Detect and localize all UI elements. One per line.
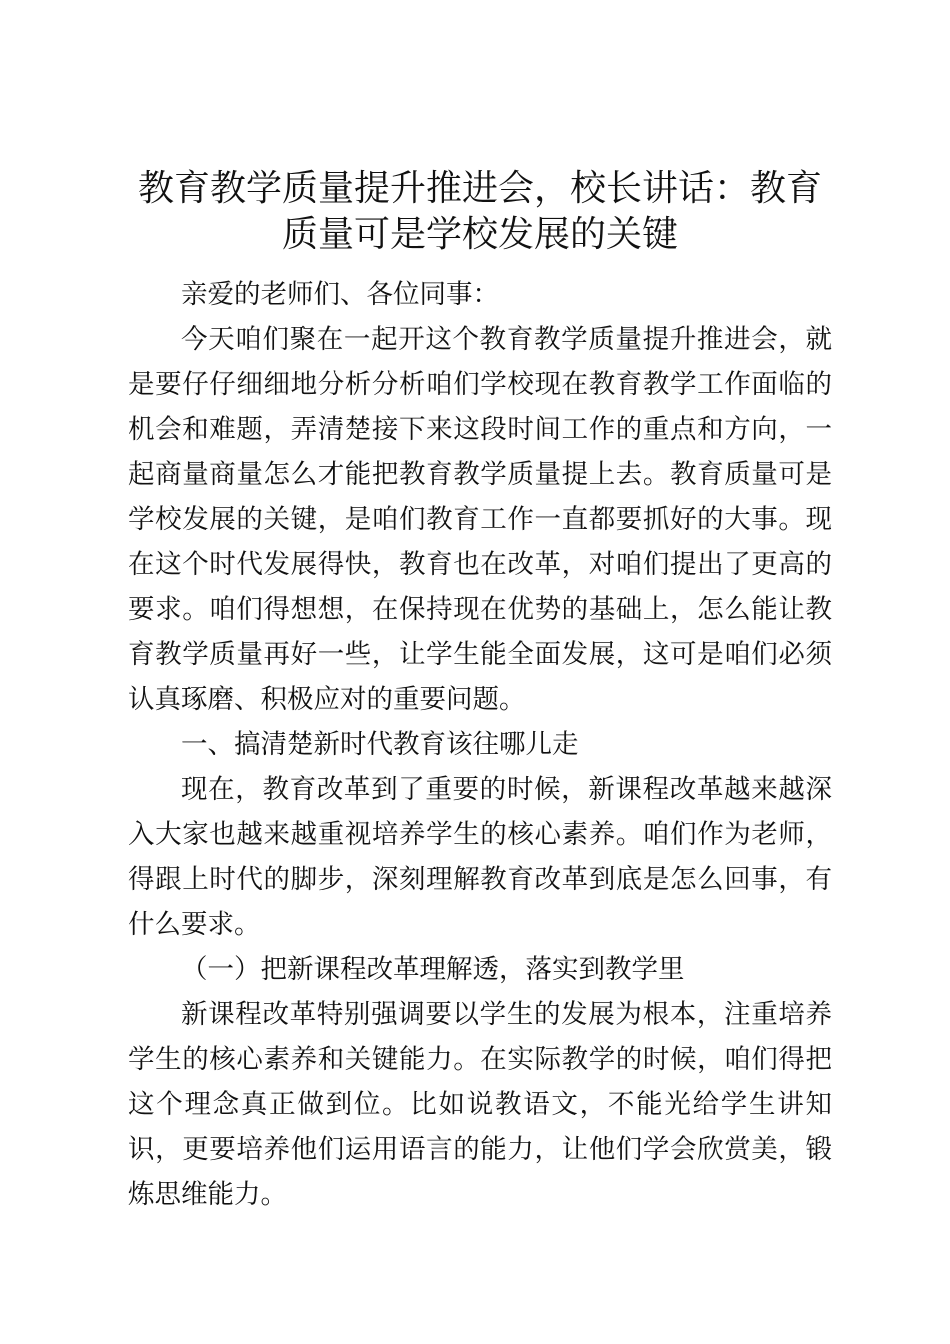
section-heading-1: 一、搞清楚新时代教育该往哪儿走	[181, 729, 579, 760]
paragraph-section-1: 现在，教育改革到了重要的时候，新课程改革越来越深入大家也越来越重视培养学生的核心素养。咱们作为老师，得跟上时代的脚步，深刻理解教育改革到底是怎么回事，有什么要求。	[128, 774, 832, 940]
subsection-heading-1: （一）把新课程改革理解透，落实到教学里	[181, 954, 685, 985]
greeting: 亲爱的老师们、各位同事：	[181, 279, 499, 310]
paragraph-intro: 今天咱们聚在一起开这个教育教学质量提升推进会，就是要仔仔细细地分析分析咱们学校现在教育教学工作面临的机会和难题，弄清楚接下来这段时间工作的重点和方向，一起商量商量怎么才能把教育教学质量提上去。教育质量可是学校发展的关键，是咱们教育工作一直都要抓好的大事。现在这个时代发展得快，教育也在改革，对咱们提出了更高的要求。咱们得想想，在保持现在优势的基础上，怎么能让教育教学质量再好一些，让学生能全面发展，这可是咱们必须认真琢磨、积极应对的重要问题。	[128, 324, 832, 715]
paragraph-subsection-1: 新课程改革特别强调要以学生的发展为根本，注重培养学生的核心素养和关键能力。在实际教学的时候，咱们得把这个理念真正做到位。比如说教语文，不能光给学生讲知识，更要培养他们运用语言的能力，让他们学会欣赏美，锻炼思维能力。	[128, 999, 832, 1210]
document-title: 教育教学质量提升推进会，校长讲话：教育质量可是学校发展的关键	[137, 168, 822, 255]
document-page	[128, 166, 832, 1217]
